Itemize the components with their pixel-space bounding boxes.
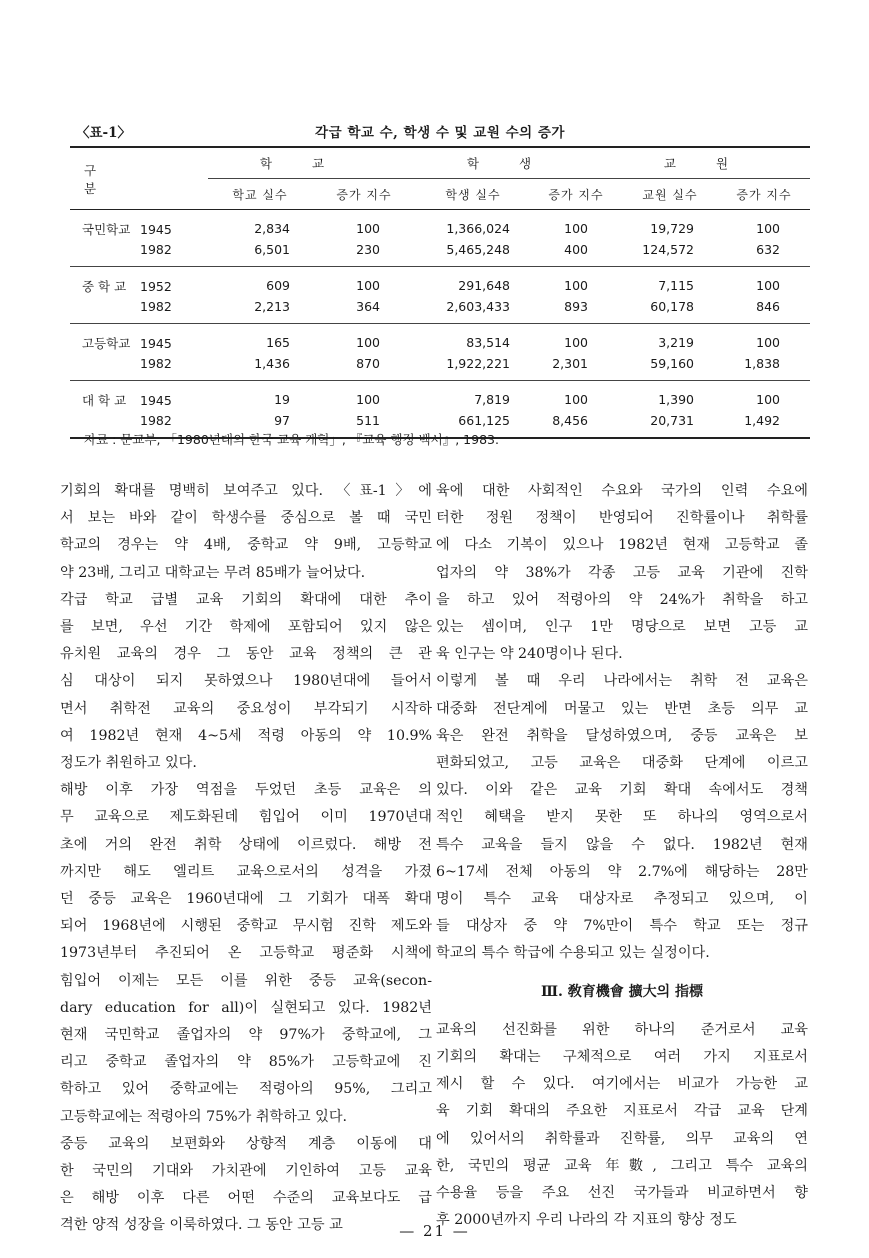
table-cell: 661,125 <box>416 410 530 438</box>
header-group-school: 학교 <box>208 147 416 179</box>
text-line: 초에 거의 완전 취학 상태에 이르렀다. 해방 전 <box>60 836 432 853</box>
table-label: 〈표-1〉 <box>76 125 132 141</box>
table-cell: 7,115 <box>658 278 694 293</box>
header-gubun-text: 구 분 <box>84 162 167 196</box>
text-line: 편화되었고, 고등 교육은 대중화 단계에 이르고 <box>436 755 808 772</box>
row-year: 1945 <box>140 221 172 237</box>
text-line: 심 대상이 되지 못하였으나 1980년대에 들어서 <box>60 673 432 690</box>
text-line: 육 기회 확대의 주요한 지표로서 각급 교육 단계 <box>436 1103 808 1120</box>
table-row <box>70 239 810 267</box>
table-cell: 7,819 <box>474 392 510 407</box>
table-cell: 511 <box>312 410 416 438</box>
text-line: 각급 학교 급별 교육 기회의 확대에 대한 추이 <box>60 591 432 608</box>
table-cell: 400 <box>530 239 622 267</box>
table-cell: 20,731 <box>622 410 718 438</box>
row-label <box>70 353 208 381</box>
table-cell: 846 <box>718 296 810 324</box>
table-row <box>70 381 810 411</box>
row-label <box>70 239 208 267</box>
table-cell: 609 <box>266 278 290 293</box>
table-cell: 83,514 <box>466 335 510 350</box>
text-line: 정도가 취원하고 있다. <box>60 755 197 772</box>
table-cell: 100 <box>564 392 588 407</box>
text-line: 힘입어 이제는 모든 이를 위한 중등 교육(secon- <box>60 972 432 989</box>
row-label <box>70 296 208 324</box>
table-cell: 1,366,024 <box>446 221 510 236</box>
table-cell: 1,922,221 <box>416 353 530 381</box>
text-line: 특수 교육을 들지 않을 수 없다. 1982년 현재 <box>436 836 808 853</box>
table-cell: 100 <box>756 278 780 293</box>
table-cell: 100 <box>564 221 588 236</box>
table-cell: 1,390 <box>658 392 694 407</box>
text-line: 한 국민의 기대와 가치관에 기인하여 고등 교육 <box>60 1163 432 1180</box>
table-header <box>70 121 810 141</box>
text-line: 해방 이후 가장 역점을 두었던 초등 교육은 의 <box>60 782 432 799</box>
table-cell: 230 <box>312 239 416 267</box>
table-cell: 291,648 <box>458 278 510 293</box>
table-cell: 100 <box>564 278 588 293</box>
table-cell: 2,603,433 <box>416 296 530 324</box>
table-cell: 5,465,248 <box>416 239 530 267</box>
row-year: 1945 <box>140 335 172 351</box>
table-cell: 8,456 <box>530 410 622 438</box>
text-line: 수용율 등을 주요 선진 국가들과 비교하면서 향 <box>436 1185 808 1202</box>
text-line: 1973년부터 추진되어 온 고등학교 평준화 시책에 <box>60 945 432 962</box>
table-cell: 19 <box>274 392 290 407</box>
table-cell: 60,178 <box>622 296 718 324</box>
table-cell: 632 <box>718 239 810 267</box>
row-year: 1982 <box>140 356 172 371</box>
header-col: 증가 지수 <box>530 179 622 210</box>
text-line: 격한 양적 성장을 이룩하였다. 그 동안 고등 교 <box>60 1217 343 1234</box>
text-line: 되어 1968년에 시행된 중학교 무시험 진학 제도와 <box>60 918 432 935</box>
header-group-student: 학생 <box>416 147 622 179</box>
table-cell: 2,834 <box>254 221 290 236</box>
school-type: 국민학교 <box>82 221 131 237</box>
table-cell: 2,213 <box>208 296 312 324</box>
table-cell: 100 <box>356 278 380 293</box>
text-line: 육은 완전 취학을 달성하였으며, 중등 교육은 보 <box>436 727 808 744</box>
table-cell: 1,436 <box>208 353 312 381</box>
row-year: 1952 <box>140 278 172 294</box>
right-text-column <box>436 478 808 1234</box>
stats-body <box>70 210 810 439</box>
text-line: 한, 국민의 평균 교육 年數, 그리고 특수 교육의 <box>436 1157 808 1174</box>
text-line: 있는 셈이며, 인구 1만 명당으로 보면 고등 교 <box>436 619 808 636</box>
text-line: 6~17세 전체 아동의 약 2.7%에 해당하는 28만 <box>436 863 808 880</box>
text-line: 현재 국민학교 졸업자의 약 97%가 중학교에, 그 <box>60 1027 432 1044</box>
text-line: 학교의 특수 학급에 수용되고 있는 실정이다. <box>436 945 710 962</box>
school-type: 대 학 교 <box>82 392 127 408</box>
table-cell: 165 <box>266 335 290 350</box>
row-label <box>70 210 208 240</box>
text-line: 이렇게 볼 때 우리 나라에서는 취학 전 교육은 <box>436 673 808 690</box>
text-line: 약 23배, 그리고 대학교는 무려 85배가 늘어났다. <box>60 564 366 581</box>
row-year: 1982 <box>140 242 172 257</box>
text-line: 육에 대한 사회적인 수요와 국가의 인력 수요에 <box>436 483 808 499</box>
row-label <box>70 381 208 411</box>
school-type: 고등학교 <box>82 335 131 351</box>
page-number: — 21 — <box>399 1222 470 1240</box>
table-cell: 100 <box>356 335 380 350</box>
text-line: 에 다소 기복이 있으나 1982년 현재 고등학교 졸 <box>436 537 808 554</box>
table-cell: 100 <box>356 392 380 407</box>
text-line: 에 있어서의 취학률과 진학률, 의무 교육의 연 <box>436 1130 808 1147</box>
header-col: 학생 실수 <box>416 179 530 210</box>
text-line: 업자의 약 38%가 각종 고등 교육 기관에 진학 <box>436 564 808 581</box>
text-line: 육 인구는 약 240명이나 된다. <box>436 646 623 663</box>
text-line: 대중화 전단계에 머물고 있는 반면 초등 의무 교 <box>436 700 808 717</box>
table-cell: 100 <box>564 335 588 350</box>
header-col: 증가 지수 <box>312 179 416 210</box>
text-line: 을 하고 있어 적령아의 약 24%가 취학을 하고 <box>436 591 808 608</box>
row-label <box>70 324 208 354</box>
right-text-part-b <box>436 1017 808 1235</box>
table-cell: 124,572 <box>622 239 718 267</box>
text-line: 유치원 교육의 경우 그 동안 교육 정책의 큰 관 <box>60 646 432 663</box>
table-cell: 19,729 <box>650 221 694 236</box>
table-cell: 893 <box>530 296 622 324</box>
text-line: 던 중등 교육은 1960년대에 그 기회가 대폭 확대 <box>60 891 432 908</box>
text-line: 기회의 확대를 명백히 보여주고 있다. 〈표-1〉에 <box>60 483 432 499</box>
stats-table <box>70 146 810 439</box>
table-cell: 100 <box>756 392 780 407</box>
table-title: 각급 학교 수, 학생 수 및 교원 수의 증가 <box>315 125 565 141</box>
table-cell: 3,219 <box>658 335 694 350</box>
text-line: 까지만 해도 엘리트 교육으로서의 성격을 가졌 <box>60 863 432 880</box>
table-source-note: 자료 : 문교부, 「1980년대의 한국 교육 개혁」, 『교육 행정 백서』, 1983. <box>84 432 499 447</box>
row-year: 1982 <box>140 413 172 428</box>
text-line: 무 교육으로 제도화된데 힘입어 이미 1970년대 <box>60 809 432 826</box>
text-line: 터한 정원 정책이 반영되어 진학률이나 취학률 <box>436 510 808 527</box>
table-cell: 100 <box>756 221 780 236</box>
table-row <box>70 353 810 381</box>
text-line: 학교의 경우는 약 4배, 중학교 약 9배, 고등학교 <box>60 537 432 554</box>
text-line: 있다. 이와 같은 교육 기회 확대 속에서도 경책 <box>436 782 808 799</box>
text-line: 들 대상자 중 약 7%만이 특수 학교 또는 정규 <box>436 918 808 935</box>
text-line: dary education for all)이 실현되고 있다. 1982년 <box>60 999 432 1016</box>
table-cell: 100 <box>356 221 380 236</box>
text-line: 적인 혜택을 받지 못한 또 하나의 영역으로서 <box>436 809 808 826</box>
text-line: 면서 취학전 교육의 중요성이 부각되기 시작하 <box>60 700 432 717</box>
table-row <box>70 296 810 324</box>
header-group-teacher: 교원 <box>622 147 810 179</box>
row-year: 1945 <box>140 392 172 408</box>
text-line: 기회의 확대는 구체적으로 여러 가지 지표로서 <box>436 1049 808 1066</box>
text-line: 여 1982년 현재 4~5세 적령 아동의 약 10.9% <box>60 727 432 744</box>
text-line: 를 보면, 우선 기간 학제에 포함되어 있지 않은 <box>60 619 432 636</box>
text-line: 은 해방 이후 다른 어떤 수준의 교육보다도 급 <box>60 1190 432 1207</box>
table-cell: 1,838 <box>718 353 810 381</box>
header-col: 증가 지수 <box>718 179 810 210</box>
table-row <box>70 267 810 297</box>
text-line: 교육의 선진화를 위한 하나의 준거로서 교육 <box>436 1021 808 1038</box>
text-line: 후 2000년까지 우리 나라의 각 지표의 향상 정도 <box>436 1212 737 1229</box>
table-cell: 1,492 <box>718 410 810 438</box>
text-line: 학하고 있어 중학교에는 적령아의 95%, 그리고 <box>60 1081 432 1098</box>
table-cell: 364 <box>312 296 416 324</box>
table-row <box>70 324 810 354</box>
header-gubun <box>70 147 208 210</box>
header-col: 교원 실수 <box>622 179 718 210</box>
school-type: 중 학 교 <box>82 278 127 294</box>
table-cell: 6,501 <box>208 239 312 267</box>
table-cell: 2,301 <box>530 353 622 381</box>
table-cell: 870 <box>312 353 416 381</box>
text-line: 고등학교에는 적령아의 75%가 취학하고 있다. <box>60 1108 348 1125</box>
table-cell: 100 <box>756 335 780 350</box>
left-text-column <box>60 478 432 1240</box>
text-line: 서 보는 바와 같이 학생수를 중심으로 볼 때 국민 <box>60 510 432 527</box>
text-line: 중등 교육의 보편화와 상향적 계층 이동에 대 <box>60 1135 432 1152</box>
right-text-part-a <box>436 478 808 968</box>
row-label <box>70 267 208 297</box>
table-cell: 59,160 <box>622 353 718 381</box>
text-line: 제시 할 수 있다. 여기에서는 비교가 가능한 교 <box>436 1076 808 1093</box>
table-cell: 97 <box>208 410 312 438</box>
text-line: 명이 특수 교육 대상자로 추정되고 있으며, 이 <box>436 891 808 908</box>
text-line: 리고 중학교 졸업자의 약 85%가 고등학교에 진 <box>60 1054 432 1071</box>
table-row <box>70 210 810 240</box>
section-heading: Ⅲ. 敎育機會 擴大의 指標 <box>540 983 704 1000</box>
header-col: 학교 실수 <box>208 179 312 210</box>
row-year: 1982 <box>140 299 172 314</box>
